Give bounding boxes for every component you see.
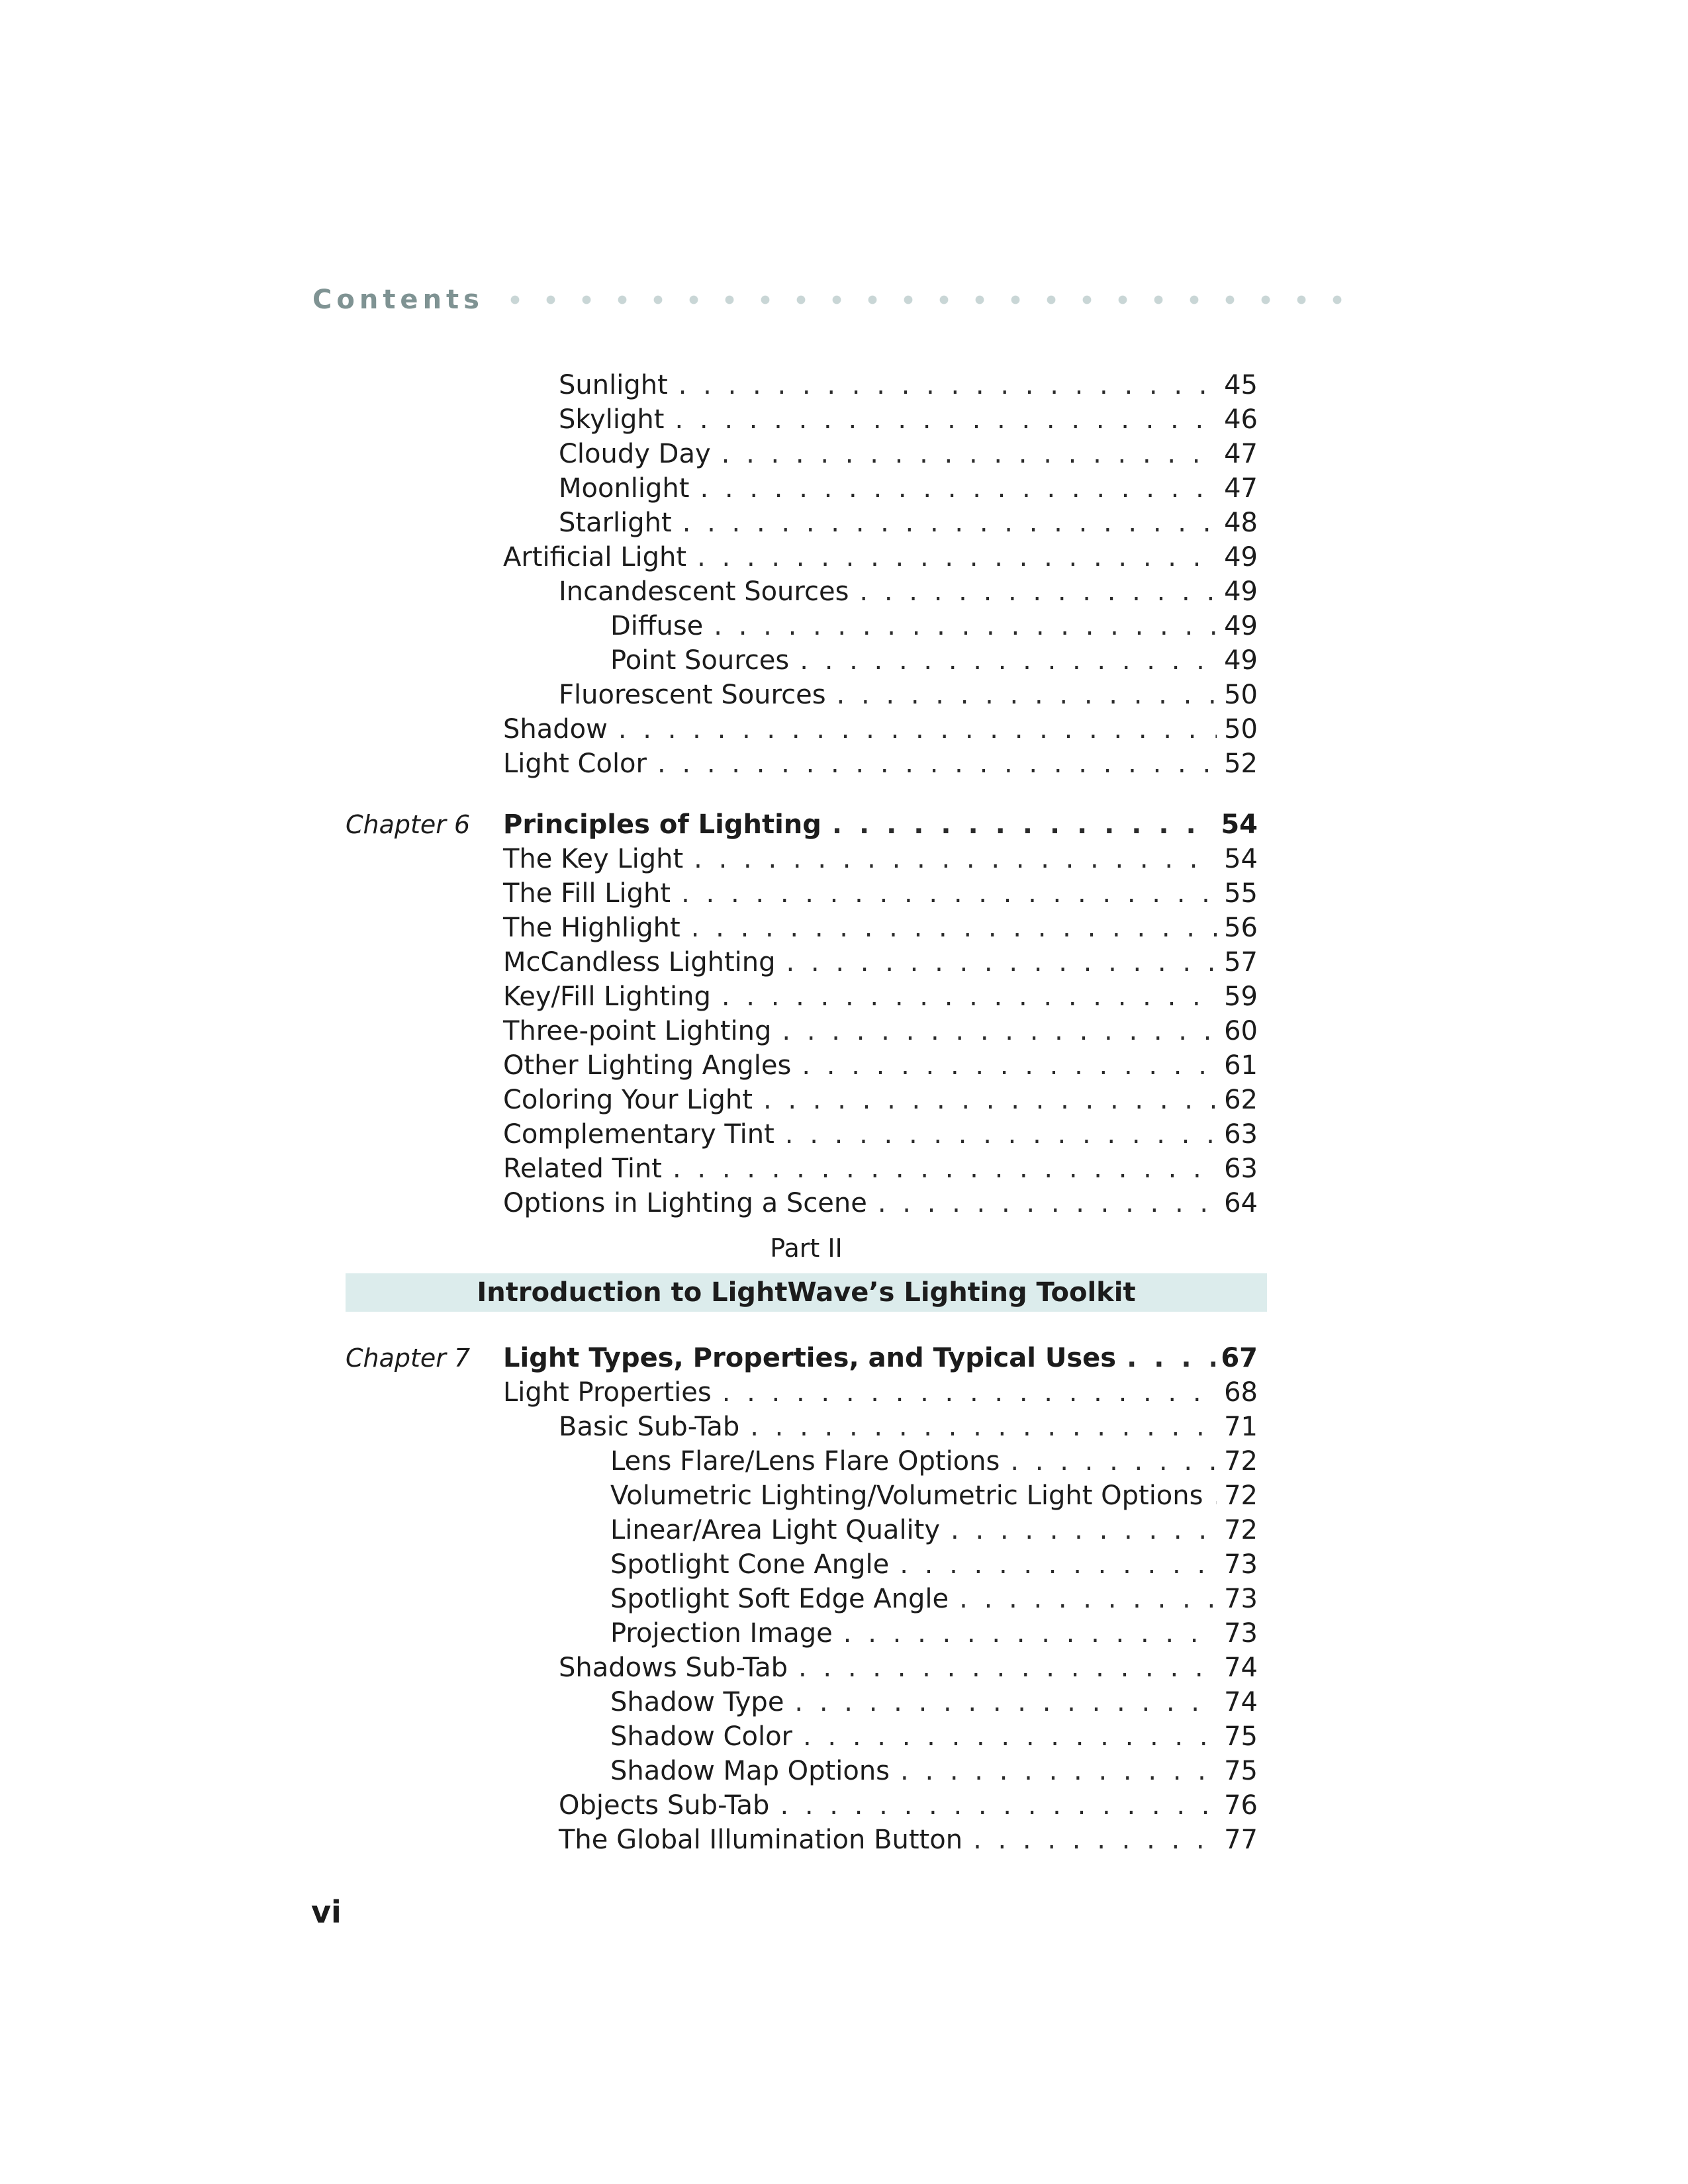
dot-leader: [794, 1685, 1217, 1719]
toc-entry[interactable]: [0, 1117, 1688, 1152]
toc-entry[interactable]: [0, 1375, 1688, 1410]
entry-line: [559, 437, 1258, 471]
part-title-band[interactable]: [346, 1273, 1267, 1312]
entry-title: McCandless Lighting: [503, 947, 776, 978]
dot-leader: [618, 712, 1217, 747]
entry-page-number: 75: [1224, 1756, 1258, 1786]
dot-leader: [803, 1719, 1217, 1754]
entry-line: [503, 540, 1258, 574]
toc-entry[interactable]: [0, 1788, 1688, 1823]
entry-title: Incandescent Sources: [559, 576, 849, 607]
entry-title: Starlight: [559, 508, 672, 538]
entry-page-number: 64: [1224, 1188, 1258, 1218]
entry-line: [559, 574, 1258, 609]
entry-page-number: 61: [1224, 1050, 1258, 1081]
entry-line: [503, 911, 1258, 945]
entry-page-number: 46: [1224, 404, 1258, 435]
entry-title: Basic Sub-Tab: [559, 1412, 740, 1442]
toc-entry[interactable]: [0, 747, 1688, 781]
entry-title: Shadow Color: [610, 1721, 792, 1752]
entry-page-number: 47: [1224, 473, 1258, 504]
dot-leader: [900, 1547, 1217, 1582]
entry-line: [610, 1582, 1258, 1616]
dot-leader: [681, 876, 1217, 911]
dot-leader: [679, 368, 1217, 402]
entry-line: [610, 1719, 1258, 1754]
toc-entry[interactable]: [0, 574, 1688, 609]
entry-page-number: 45: [1224, 370, 1258, 400]
toc-chapter-7: [0, 1341, 1688, 1857]
chapter-label: Chapter 7: [346, 1343, 471, 1373]
toc-entry[interactable]: [0, 1823, 1688, 1857]
dot-leader: [780, 1788, 1217, 1823]
chapter-title: Principles of Lighting: [503, 809, 821, 840]
entry-title: The Fill Light: [503, 878, 671, 909]
dot-leader: [878, 1186, 1217, 1220]
toc-entry[interactable]: [0, 437, 1688, 471]
entry-line: [503, 747, 1258, 781]
entry-page-number: 50: [1224, 714, 1258, 745]
entry-title: Linear/Area Light Quality: [610, 1515, 941, 1545]
toc-entry[interactable]: [0, 1616, 1688, 1651]
toc-entry[interactable]: [0, 678, 1688, 712]
dot-leader: [750, 1410, 1217, 1444]
toc-entry[interactable]: [0, 471, 1688, 506]
toc-entry[interactable]: [0, 402, 1688, 437]
dot-leader: [1213, 1479, 1217, 1513]
dot-leader: [722, 1375, 1217, 1410]
dot-leader: [973, 1823, 1217, 1857]
entry-page-number: 55: [1224, 878, 1258, 909]
entry-line: [503, 842, 1258, 876]
running-header-title: Contents: [312, 285, 484, 315]
entry-page-number: 54: [1224, 844, 1258, 874]
dot-leader: [673, 1152, 1217, 1186]
entry-title: Projection Image: [610, 1618, 833, 1649]
toc-entry[interactable]: [0, 1754, 1688, 1788]
entry-title: Fluorescent Sources: [559, 680, 826, 710]
entry-page-number: 73: [1224, 1549, 1258, 1580]
entry-title: Spotlight Cone Angle: [610, 1549, 890, 1580]
dot-leader: [900, 1754, 1217, 1788]
entry-title: Volumetric Lighting/Volumetric Light Options: [610, 1480, 1203, 1511]
entry-title: Light Color: [503, 749, 647, 779]
toc-entry[interactable]: [0, 911, 1688, 945]
entry-line: [559, 1651, 1258, 1685]
toc-entry[interactable]: [0, 1547, 1688, 1582]
dot-leader: [837, 678, 1217, 712]
entry-page-number: 73: [1224, 1584, 1258, 1614]
entry-line: [503, 1375, 1258, 1410]
toc-entry[interactable]: [0, 1444, 1688, 1479]
dot-leader: [1127, 1341, 1215, 1375]
dot-leader: [714, 609, 1217, 643]
toc-entry[interactable]: [0, 979, 1688, 1014]
chapter-title: Light Types, Properties, and Typical Uses: [503, 1343, 1117, 1373]
toc-entry[interactable]: [0, 1719, 1688, 1754]
entry-line: [610, 1547, 1258, 1582]
toc-entry[interactable]: [0, 1479, 1688, 1513]
entry-line: [503, 1341, 1258, 1375]
entry-line: [610, 1479, 1258, 1513]
entry-line: [610, 609, 1258, 643]
entry-line: [503, 945, 1258, 979]
entry-title: Related Tint: [503, 1154, 662, 1184]
toc-entry[interactable]: [0, 506, 1688, 540]
dot-leader: [722, 979, 1217, 1014]
entry-page-number: 47: [1224, 439, 1258, 469]
dot-leader: [657, 747, 1217, 781]
entry-line: [503, 1048, 1258, 1083]
entry-line: [503, 876, 1258, 911]
dot-leader: [722, 437, 1217, 471]
entry-page-number: 72: [1224, 1446, 1258, 1477]
dot-leader: [798, 1651, 1217, 1685]
toc-entry[interactable]: [0, 368, 1688, 402]
entry-page-number: 52: [1224, 749, 1258, 779]
toc-entry[interactable]: [0, 1651, 1688, 1685]
entry-page-number: 72: [1224, 1480, 1258, 1511]
entry-title: Three-point Lighting: [503, 1016, 772, 1046]
toc-entry[interactable]: [0, 842, 1688, 876]
dot-leader: [843, 1616, 1217, 1651]
entry-line: [503, 807, 1258, 842]
entry-title: Coloring Your Light: [503, 1085, 753, 1115]
toc-entry[interactable]: [0, 609, 1688, 643]
entry-page-number: 49: [1224, 576, 1258, 607]
dot-leader: [959, 1582, 1217, 1616]
entry-line: [610, 1685, 1258, 1719]
entry-title: Objects Sub-Tab: [559, 1790, 770, 1821]
entry-line: [610, 1754, 1258, 1788]
entry-page-number: 73: [1224, 1618, 1258, 1649]
page-folio: vi: [311, 1894, 342, 1930]
chapter-heading[interactable]: [0, 1341, 1688, 1375]
entry-title: Light Properties: [503, 1377, 712, 1408]
dot-leader: [802, 1048, 1217, 1083]
entry-page-number: 63: [1224, 1154, 1258, 1184]
entry-line: [610, 1616, 1258, 1651]
entry-title: Lens Flare/Lens Flare Options: [610, 1446, 1000, 1477]
toc-entry[interactable]: [0, 1410, 1688, 1444]
toc-entry[interactable]: [0, 1186, 1688, 1220]
entry-title: Spotlight Soft Edge Angle: [610, 1584, 949, 1614]
dot-leader: [786, 945, 1217, 979]
entry-page-number: 60: [1224, 1016, 1258, 1046]
entry-line: [559, 1823, 1258, 1857]
toc-entry[interactable]: [0, 1014, 1688, 1048]
entry-line: [503, 1152, 1258, 1186]
toc-entry[interactable]: [0, 1048, 1688, 1083]
dot-leader: [691, 911, 1217, 945]
entry-page-number: 72: [1224, 1515, 1258, 1545]
dot-leader: [675, 402, 1217, 437]
running-header: [312, 277, 1345, 323]
entry-line: [503, 1117, 1258, 1152]
entry-page-number: 56: [1224, 913, 1258, 943]
toc-chapter-6: [0, 807, 1688, 1220]
dot-leader: [1010, 1444, 1217, 1479]
chapter-page: 67: [1221, 1343, 1258, 1373]
entry-title: Sunlight: [559, 370, 668, 400]
toc-entry[interactable]: [0, 643, 1688, 678]
entry-page-number: 50: [1224, 680, 1258, 710]
entry-line: [559, 1410, 1258, 1444]
toc-block-continued: [0, 368, 1688, 781]
entry-page-number: 74: [1224, 1687, 1258, 1717]
entry-page-number: 62: [1224, 1085, 1258, 1115]
dot-leader: [763, 1083, 1217, 1117]
entry-line: [559, 471, 1258, 506]
toc-entry[interactable]: [0, 876, 1688, 911]
entry-page-number: 59: [1224, 981, 1258, 1012]
entry-line: [559, 506, 1258, 540]
toc-entry[interactable]: [0, 1083, 1688, 1117]
entry-title: Options in Lighting a Scene: [503, 1188, 867, 1218]
entry-title: Artificial Light: [503, 542, 687, 572]
entry-page-number: 49: [1224, 645, 1258, 676]
entry-line: [503, 979, 1258, 1014]
chapter-label: Chapter 6: [346, 810, 471, 839]
chapter-heading[interactable]: [0, 807, 1688, 842]
entry-page-number: 74: [1224, 1653, 1258, 1683]
dot-leader: [682, 506, 1217, 540]
entry-title: Shadow: [503, 714, 608, 745]
part-number: Part II: [770, 1234, 843, 1263]
entry-title: Shadow Map Options: [610, 1756, 890, 1786]
entry-title: Other Lighting Angles: [503, 1050, 792, 1081]
entry-page-number: 57: [1224, 947, 1258, 978]
toc-entry[interactable]: [0, 712, 1688, 747]
part-title: Introduction to LightWave’s Lighting Toolkit: [477, 1277, 1136, 1308]
entry-page-number: 49: [1224, 542, 1258, 572]
toc-entry[interactable]: [0, 1685, 1688, 1719]
entry-title: Moonlight: [559, 473, 690, 504]
entry-title: Shadows Sub-Tab: [559, 1653, 788, 1683]
entry-title: Cloudy Day: [559, 439, 711, 469]
entry-page-number: 48: [1224, 508, 1258, 538]
dot-leader: [951, 1513, 1217, 1547]
toc-entry[interactable]: [0, 1582, 1688, 1616]
dot-leader: [832, 807, 1215, 842]
entry-page-number: 76: [1224, 1790, 1258, 1821]
entry-page-number: 63: [1224, 1119, 1258, 1150]
dot-leader: [782, 1014, 1217, 1048]
entry-line: [503, 1083, 1258, 1117]
dot-leader: [859, 574, 1217, 609]
entry-title: Point Sources: [610, 645, 790, 676]
running-header-dot-rule: [510, 295, 1345, 304]
entry-line: [559, 368, 1258, 402]
entry-line: [503, 1186, 1258, 1220]
entry-line: [559, 1788, 1258, 1823]
entry-page-number: 68: [1224, 1377, 1258, 1408]
entry-title: The Highlight: [503, 913, 680, 943]
dot-leader: [785, 1117, 1217, 1152]
entry-page-number: 71: [1224, 1412, 1258, 1442]
toc-entry[interactable]: [0, 1152, 1688, 1186]
entry-line: [503, 1014, 1258, 1048]
entry-title: Key/Fill Lighting: [503, 981, 711, 1012]
toc-entry[interactable]: [0, 945, 1688, 979]
entry-title: Skylight: [559, 404, 665, 435]
entry-page-number: 75: [1224, 1721, 1258, 1752]
entry-page-number: 77: [1224, 1825, 1258, 1855]
entry-title: The Key Light: [503, 844, 684, 874]
entry-line: [610, 1444, 1258, 1479]
entry-line: [559, 402, 1258, 437]
entry-line: [610, 643, 1258, 678]
entry-page-number: 49: [1224, 611, 1258, 641]
entry-title: Complementary Tint: [503, 1119, 774, 1150]
entry-title: Shadow Type: [610, 1687, 784, 1717]
entry-line: [610, 1513, 1258, 1547]
dot-leader: [697, 540, 1217, 574]
chapter-page: 54: [1221, 809, 1258, 840]
entry-line: [559, 678, 1258, 712]
entry-title: Diffuse: [610, 611, 704, 641]
toc-entry[interactable]: [0, 540, 1688, 574]
entry-title: The Global Illumination Button: [559, 1825, 963, 1855]
toc-entry[interactable]: [0, 1513, 1688, 1547]
dot-leader: [800, 643, 1217, 678]
entry-line: [503, 712, 1258, 747]
dot-leader: [694, 842, 1217, 876]
dot-leader: [700, 471, 1217, 506]
